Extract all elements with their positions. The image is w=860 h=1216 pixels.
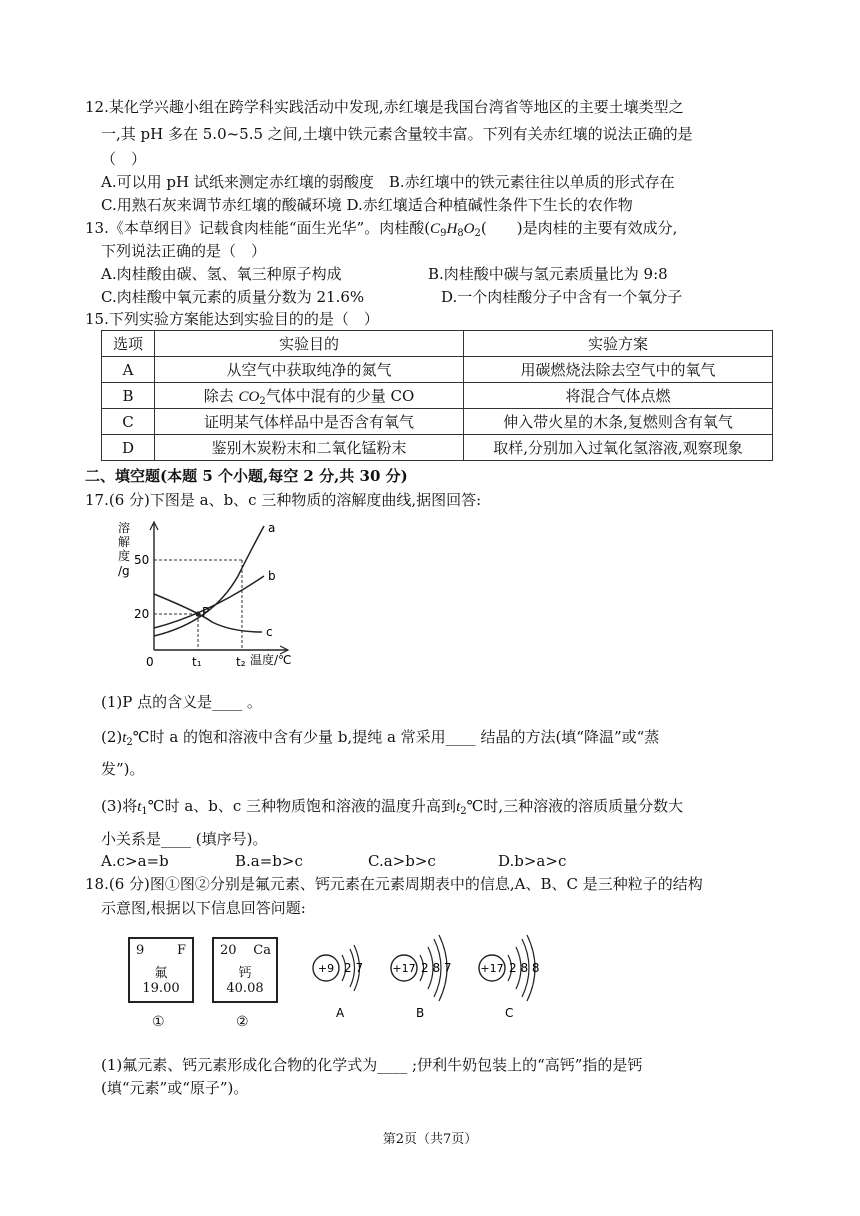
cell-purpose: 证明某气体样品中是否含有氧气 xyxy=(155,409,464,435)
element-card-fluorine xyxy=(128,937,194,1003)
electron-counts: 2 7 xyxy=(344,961,364,975)
table-row xyxy=(102,383,773,409)
particle-tag: C xyxy=(505,1006,514,1020)
element-card-calcium xyxy=(212,937,278,1003)
q17-p3-t1-sub: 1 xyxy=(141,806,148,817)
row-b-co-sub: 2 xyxy=(259,395,266,407)
nucleus-charge: +17 xyxy=(392,962,416,975)
cell-plan: 取样,分别加入过氧化氢溶液,观察现象 xyxy=(464,435,773,461)
cell-purpose xyxy=(155,383,464,409)
col-header-option: 选项 xyxy=(102,331,155,357)
atomic-mass: 40.08 xyxy=(226,981,264,996)
particle-a xyxy=(313,945,363,1020)
element-symbol: F xyxy=(176,943,186,958)
particle-tag: B xyxy=(416,1006,425,1020)
table-row xyxy=(102,435,773,461)
y-tick-50: 50 xyxy=(134,553,150,567)
cell-option: B xyxy=(102,383,155,409)
col-header-purpose: 实验目的 xyxy=(155,331,464,357)
q17-part3 xyxy=(101,796,683,822)
cell-option: A xyxy=(102,357,155,383)
q17-option-c: C.a>b>c xyxy=(368,852,436,870)
q13-suffix: ( )是肉桂的主要有效成分, xyxy=(480,219,678,237)
element-name: 氟 xyxy=(154,966,168,981)
ylabel-char: /g xyxy=(118,564,130,578)
section-heading: 二、填空题(本题 5 个小题,每空 2 分,共 30 分) xyxy=(85,467,408,485)
point-p xyxy=(196,612,201,617)
particle-b xyxy=(391,935,452,1020)
q13-line2: 下列说法正确的是（ ） xyxy=(101,242,267,260)
q18-part1-line2: (填“元素”或“原子”)。 xyxy=(101,1079,249,1097)
col-header-plan: 实验方案 xyxy=(464,331,773,357)
q17-p3-end: ℃时,三种溶液的溶质质量分数大 xyxy=(466,797,684,815)
formula-c: C xyxy=(430,221,441,237)
curve-c-label: c xyxy=(266,625,273,639)
q17-part1: (1)P 点的含义是____ 。 xyxy=(101,693,262,711)
row-b-post: 气体中混有的少量 CO xyxy=(265,386,415,405)
table-header-row xyxy=(102,331,773,357)
q17-part3-line2: 小关系是____ (填序号)。 xyxy=(101,830,268,848)
row-b-pre: 除去 xyxy=(203,386,239,405)
atomic-number: 9 xyxy=(136,943,145,958)
element-symbol: Ca xyxy=(253,943,271,958)
particle-tag: A xyxy=(336,1006,345,1020)
cell-plan: 伸入带火星的木条,复燃则含有氧气 xyxy=(464,409,773,435)
formula-h-sub: 8 xyxy=(457,228,464,239)
q17-option-d: D.b>a>c xyxy=(498,852,567,870)
cell-plan: 用碳燃烧法除去空气中的氧气 xyxy=(464,357,773,383)
fluorine-tag: ① xyxy=(152,1014,165,1030)
atomic-number: 20 xyxy=(220,943,237,958)
q13-option-c: C.肉桂酸中氧元素的质量分数为 21.6% xyxy=(101,288,365,306)
ylabel-char: 解 xyxy=(118,535,131,549)
ylabel-char: 溶 xyxy=(118,521,131,535)
q17-part2 xyxy=(101,727,659,753)
electron-counts: 2 8 8 xyxy=(509,961,540,975)
q17-part2-line2: 发”)。 xyxy=(101,760,145,778)
element-name: 钙 xyxy=(238,966,252,981)
q13-option-a: A.肉桂酸由碳、氢、氧三种原子构成 xyxy=(101,265,342,283)
q17-p3-pre: (3)将 xyxy=(101,797,138,815)
q13-option-d: D.一个肉桂酸分子中含有一个氧分子 xyxy=(441,288,683,306)
cell-purpose: 鉴别木炭粉末和二氧化锰粉末 xyxy=(155,435,464,461)
formula-c-sub: 9 xyxy=(440,228,447,239)
q17-p2-t: t xyxy=(122,730,127,746)
q15-stem: 15.下列实验方案能达到实验目的的是（ ） xyxy=(85,310,379,328)
q17-option-b: B.a=b>c xyxy=(235,852,303,870)
q12-line2: 一,其 pH 多在 5.0~5.5 之间,土壤中铁元素含量较丰富。下列有关赤红壤的说法正确的是 xyxy=(101,125,693,143)
q12-options-cd: C.用熟石灰来调节赤红壤的酸碱环境 D.赤红壤适合种植碱性条件下生长的农作物 xyxy=(101,196,633,214)
formula-o: O xyxy=(463,221,475,237)
page-footer: 第2页（共7页） xyxy=(382,1132,478,1147)
ylabel-char: 度 xyxy=(118,549,131,563)
q12-line1: 12.某化学兴趣小组在跨学科实践活动中发现,赤红壤是我国台湾省等地区的主要土壤类型之 xyxy=(85,98,684,116)
cell-option: C xyxy=(102,409,155,435)
q18-line2: 示意图,根据以下信息回答问题: xyxy=(101,899,306,917)
x-axis-label: 温度/℃ xyxy=(250,653,292,667)
curve-a-label: a xyxy=(268,521,276,535)
q12-answer-paren: （ ） xyxy=(101,150,147,168)
q17-option-a: A.c>a=b xyxy=(101,852,169,870)
q17-p3-t2-sub: 2 xyxy=(460,806,467,817)
cell-plan: 将混合气体点燃 xyxy=(464,383,773,409)
q17-p3-t2: t xyxy=(456,799,461,815)
solubility-curve-graph xyxy=(112,518,302,678)
x-tick-t1: t₁ xyxy=(192,655,202,669)
origin-label: 0 xyxy=(146,655,154,669)
q13-option-b: B.肉桂酸中碳与氢元素质量比为 9:8 xyxy=(428,265,668,283)
curve-b-label: b xyxy=(268,569,276,583)
cell-purpose: 从空气中获取纯净的氮气 xyxy=(155,357,464,383)
q18-part1-line1: (1)氟元素、钙元素形成化合物的化学式为____ ;伊利牛奶包装上的“高钙”指的是钙 xyxy=(101,1056,643,1074)
q17-p2-prefix: (2) xyxy=(101,728,123,746)
x-tick-t2: t₂ xyxy=(236,655,246,669)
nucleus-charge: +9 xyxy=(317,962,335,975)
table-row xyxy=(102,409,773,435)
y-tick-20: 20 xyxy=(134,607,150,621)
q17-p2-text: ℃时 a 的饱和溶液中含有少量 b,提纯 a 常采用____ 结晶的方法(填“降温”或“蒸 xyxy=(132,728,660,746)
row-b-co: CO xyxy=(238,388,260,405)
q17-p3-t1: t xyxy=(137,799,142,815)
q15-table xyxy=(101,330,773,461)
q13-prefix: 13.《本草纲目》记载食肉桂能“面生光华”。肉桂酸( xyxy=(85,219,431,237)
cell-option: D xyxy=(102,435,155,461)
q18-line1: 18.(6 分)图①图②分别是氟元素、钙元素在元素周期表中的信息,A、B、C 是三种粒子的结构 xyxy=(85,875,703,893)
table-row xyxy=(102,357,773,383)
q17-stem: 17.(6 分)下图是 a、b、c 三种物质的溶解度曲线,据图回答: xyxy=(85,491,482,509)
electron-counts: 2 8 7 xyxy=(421,961,452,975)
q12-options-ab: A.可以用 pH 试纸来测定赤红壤的弱酸度 B.赤红壤中的铁元素往往以单质的形式存在 xyxy=(101,173,675,191)
formula-h: H xyxy=(446,221,458,237)
atomic-mass: 19.00 xyxy=(142,981,180,996)
particle-c xyxy=(479,935,540,1020)
calcium-tag: ② xyxy=(236,1014,249,1030)
formula-o-sub: 2 xyxy=(474,228,481,239)
q17-p3-mid: ℃时 a、b、c 三种物质饱和溶液的温度升高到 xyxy=(147,797,457,815)
particle-structure-diagrams xyxy=(300,925,560,1030)
nucleus-charge: +17 xyxy=(480,962,504,975)
q17-p2-t-sub: 2 xyxy=(126,737,133,748)
point-p-label: P xyxy=(202,605,210,619)
